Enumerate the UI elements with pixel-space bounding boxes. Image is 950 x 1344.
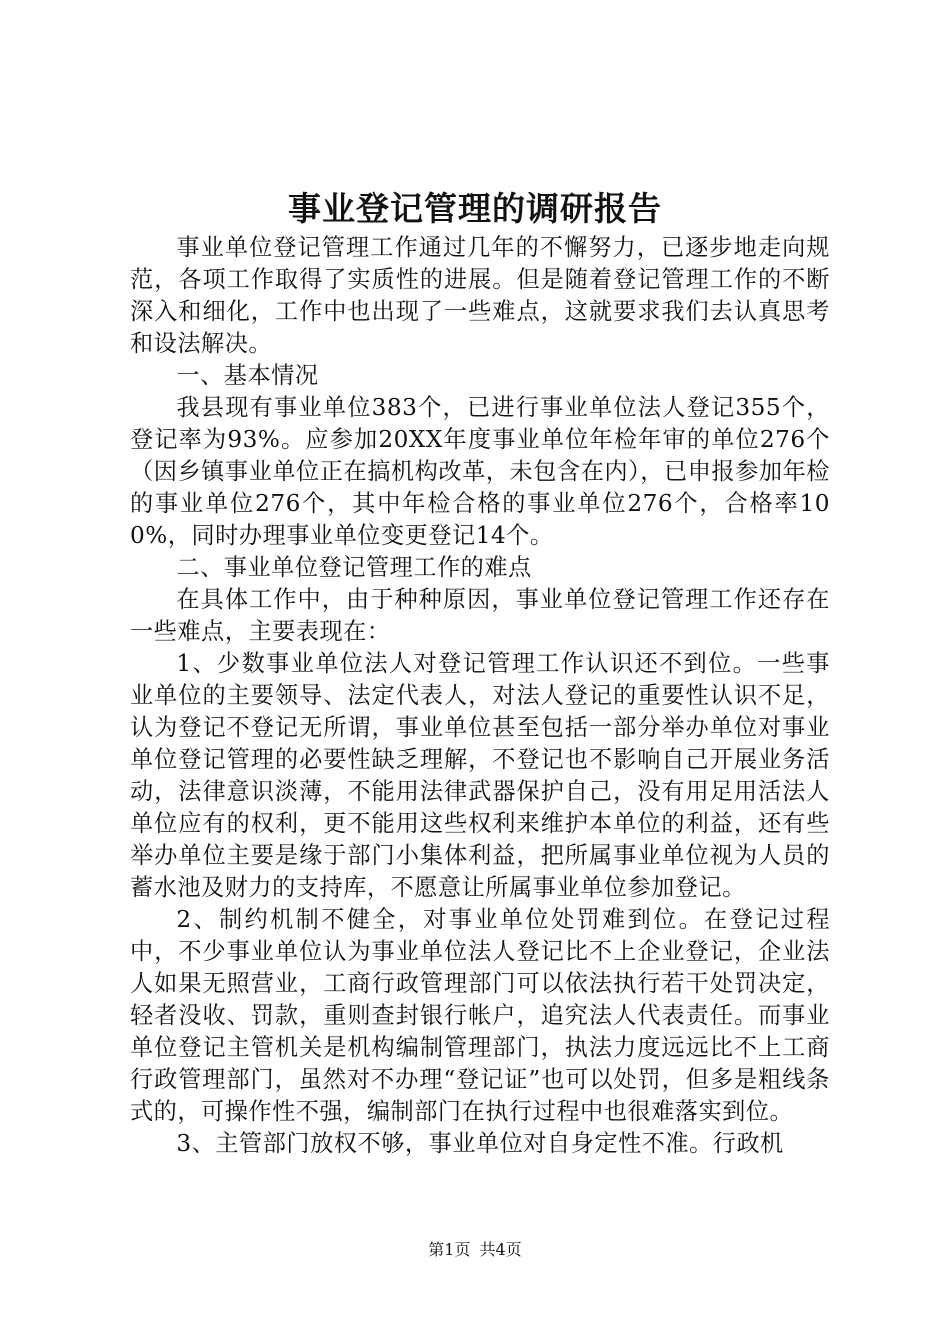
page-total: 共4页 bbox=[479, 1240, 522, 1259]
paragraph-point-1: 1、少数事业单位法人对登记管理工作认识还不到位。一些事业单位的主要领导、法定代表人，对法人登记的重要性认识不足，认为登记不登记无所谓，事业单位甚至包括一部分举办单位对事业单位登记管理的必要性缺乏理解，不登记也不影响自己开展业务活动，法律意识淡薄，不能用法律武器保护自己，没有用足用活法人单位应有的权利，更不能用这些权利来维护本单位的利益，还有些举办单位主要是缘于部门小集体利益，把所属事业单位视为人员的蓄水池及财力的支持库，不愿意让所属事业单位参加登记。 bbox=[130, 650, 830, 901]
section-heading-basic-situation: 一、基本情况 bbox=[176, 362, 319, 389]
section-heading-difficulties: 二、事业单位登记管理工作的难点 bbox=[176, 554, 532, 581]
page-number: 第1页 bbox=[428, 1240, 471, 1259]
paragraph-point-3: 3、主管部门放权不够，事业单位对自身定性不准。行政机 bbox=[176, 1130, 784, 1157]
document-title: 事业登记管理的调研报告 bbox=[288, 189, 662, 228]
document-body bbox=[130, 232, 830, 1160]
paragraph-statistics: 我县现有事业单位383个，已进行事业单位法人登记355个，登记率为93%。应参加20XX年度事业单位年检年审的单位276个（因乡镇事业单位正在搞机构改革，未包含在内），已申报参加年检的事业单位276个，其中年检合格的事业单位276个，合格率100%，同时办理事业单位变更登记14个。 bbox=[130, 394, 830, 549]
paragraph-point-2: 2、制约机制不健全，对事业单位处罚难到位。在登记过程中，不少事业单位认为事业单位法人登记比不上企业登记，企业法人如果无照营业，工商行政管理部门可以依法执行若干处罚决定，轻者没收、罚款，重则查封银行帐户，追究法人代表责任。而事业单位登记主管机关是机构编制管理部门，执法力度远远比不上工商行政管理部门，虽然对不办理“登记证”也可以处罚，但多是粗线条式的，可操作性不强，编制部门在执行过程中也很难落实到位。 bbox=[130, 906, 830, 1125]
paragraph-difficulties-intro: 在具体工作中，由于种种原因，事业单位登记管理工作还存在一些难点，主要表现在： bbox=[130, 586, 830, 645]
paragraph-intro: 事业单位登记管理工作通过几年的不懈努力，已逐步地走向规范，各项工作取得了实质性的进展。但是随着登记管理工作的不断深入和细化，工作中也出现了一些难点，这就要求我们去认真思考和设法解决。 bbox=[130, 234, 830, 357]
page-footer bbox=[0, 1240, 950, 1260]
